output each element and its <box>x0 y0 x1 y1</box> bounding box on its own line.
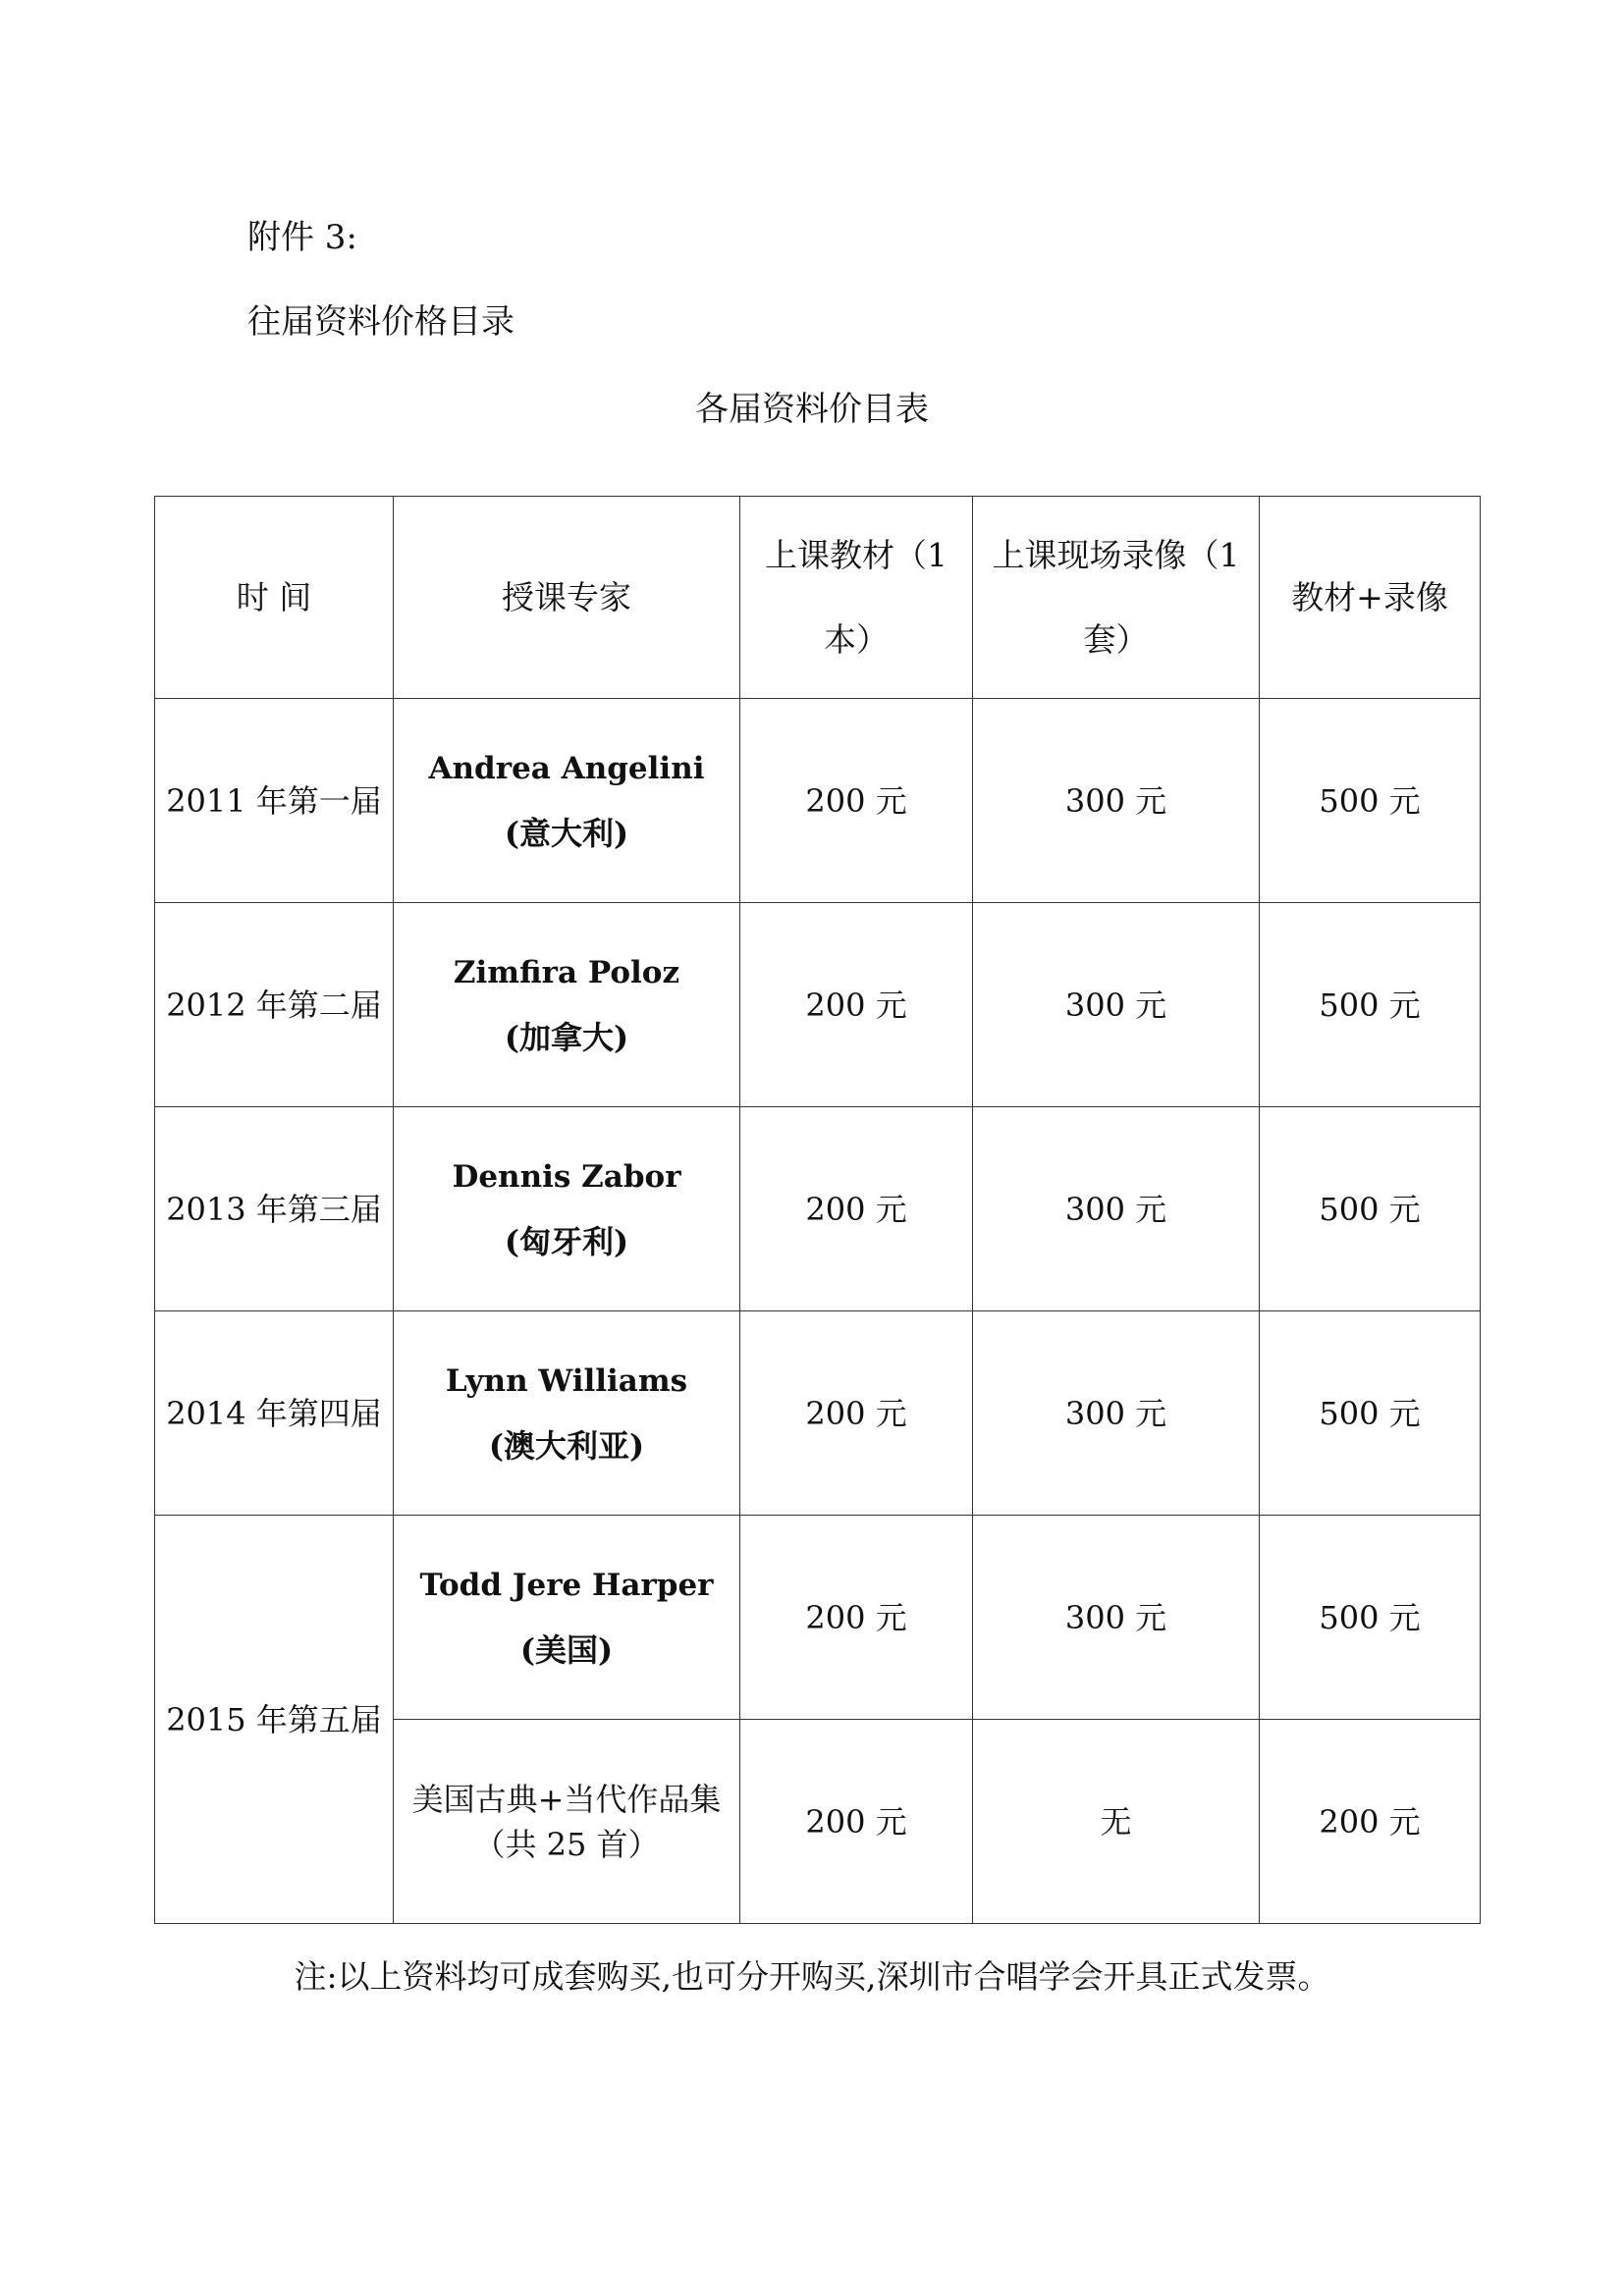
expert-country: (澳大利亚) <box>488 1426 645 1465</box>
video-price-cell: 300 元 <box>973 699 1260 903</box>
textbook-price-cell: 200 元 <box>740 1516 973 1720</box>
expert-cell <box>394 1107 740 1311</box>
bundle-price-cell: 200 元 <box>1260 1720 1481 1924</box>
header-time: 时 间 <box>155 497 394 699</box>
textbook-price-cell: 200 元 <box>740 903 973 1107</box>
session-cell: 2012 年第二届 <box>155 903 394 1107</box>
expert-country: (加拿大) <box>504 1018 629 1056</box>
expert-name: Lynn Williams <box>445 1362 688 1399</box>
bundle-price-cell: 500 元 <box>1260 1311 1481 1516</box>
expert-country: (美国) <box>519 1630 614 1669</box>
expert-cell <box>394 1311 740 1516</box>
bundle-price-cell: 500 元 <box>1260 1107 1481 1311</box>
expert-name: Dennis Zabor <box>452 1158 681 1195</box>
table-row <box>155 1311 1481 1516</box>
expert-cell <box>394 1516 740 1720</box>
expert-cell <box>394 699 740 903</box>
video-price-cell: 无 <box>973 1720 1260 1924</box>
video-price-cell: 300 元 <box>973 1311 1260 1516</box>
textbook-price-cell: 200 元 <box>740 1720 973 1924</box>
attachment-label: 附件 3: <box>247 218 357 257</box>
header-expert: 授课专家 <box>394 497 740 699</box>
header-video: 上课现场录像（1 套） <box>973 497 1260 699</box>
table-row <box>155 1516 1481 1720</box>
footer-note: 注:以上资料均可成套购买,也可分开购买,深圳市合唱学会开具正式发票。 <box>294 1957 1330 1996</box>
bundle-price-cell: 500 元 <box>1260 1516 1481 1720</box>
video-price-cell: 300 元 <box>973 903 1260 1107</box>
video-price-cell: 300 元 <box>973 1107 1260 1311</box>
expert-name: Andrea Angelini <box>428 750 705 786</box>
bundle-price-cell: 500 元 <box>1260 903 1481 1107</box>
table-row <box>155 1107 1481 1311</box>
table-header-row <box>155 497 1481 699</box>
header-bundle: 教材+录像 <box>1260 497 1481 699</box>
price-table <box>154 496 1481 1924</box>
textbook-price-cell: 200 元 <box>740 1311 973 1516</box>
session-cell: 2014 年第四届 <box>155 1311 394 1516</box>
table-row <box>155 903 1481 1107</box>
expert-name: Zimfira Poloz <box>453 954 680 990</box>
table-row <box>155 699 1481 903</box>
session-cell: 2011 年第一届 <box>155 699 394 903</box>
collection-cell: 美国古典+当代作品集（共 25 首） <box>394 1720 740 1924</box>
textbook-price-cell: 200 元 <box>740 699 973 903</box>
session-cell: 2013 年第三届 <box>155 1107 394 1311</box>
expert-country: (意大利) <box>504 814 629 852</box>
expert-name: Todd Jere Harper <box>419 1567 714 1603</box>
expert-country: (匈牙利) <box>504 1222 629 1260</box>
header-textbook: 上课教材（1 本） <box>740 497 973 699</box>
textbook-price-cell: 200 元 <box>740 1107 973 1311</box>
page-subtitle: 往届资料价格目录 <box>247 302 514 342</box>
table-title: 各届资料价目表 <box>695 390 929 429</box>
video-price-cell: 300 元 <box>973 1516 1260 1720</box>
bundle-price-cell: 500 元 <box>1260 699 1481 903</box>
expert-cell <box>394 903 740 1107</box>
session-cell: 2015 年第五届 <box>155 1516 394 1924</box>
